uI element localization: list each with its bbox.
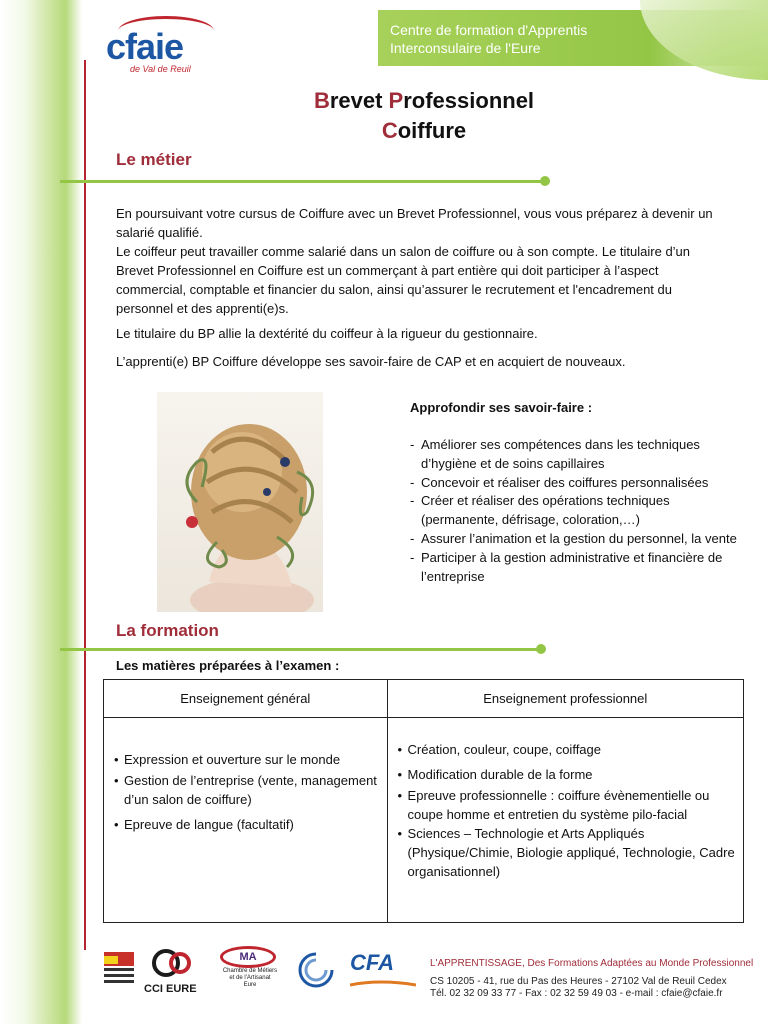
skill-text: Créer et réaliser des opérations techniques (permanente, défrisage, coloration,…) [421,493,670,528]
list-item: • Création, couleur, coupe, coiffage [397,742,601,757]
footer-contact: Tél. 02 32 09 33 77 - Fax : 02 32 59 49 03 - e-mail : cfaie@cfaie.fr [430,988,723,999]
title-initial-p: P [388,88,404,113]
metier-paragraph-2: Le coiffeur peut travailler comme salarié dans un salon de coiffure ou à son compte. Le titulaire d’un Brevet Professionnel en Coiffure est un commerçant à part entière qui doit participer à l’aspect commercial, comptable et financier du salon, ainsi qu’assurer le recrutement et l'encadrement du personnel et des apprenti(e)s. [116,244,691,316]
skill-item: - Concevoir et réaliser des coiffures personnalisées [410,474,709,490]
hairstyle-photo [157,392,323,612]
header-enseignement-general: Enseignement général [104,680,388,718]
footer-tagline: L'APPRENTISSAGE, Des Formations Adaptées au Monde Professionnel [430,958,754,969]
skill-text: Assurer l’animation et la gestion du personnel, la vente [421,530,737,546]
page-title-line-1 [40,88,768,114]
matieres-table [103,679,744,923]
logo-text: cfaie [106,26,184,67]
general-list [104,750,387,834]
pro-item-text: Sciences – Technologie et Arts Appliqués (Physique/Chimie, Biologie appliqué, Technologie, Cadre organisationnel) [407,826,735,879]
region-flag-icon [104,952,134,988]
header-curve-decor [640,0,768,80]
title-initial-c: C [381,118,398,143]
footer-address: CS 10205 - 41, rue du Pas des Heures - 27102 Val de Reuil Cedex [430,976,727,987]
cfa-text: CFA [350,950,394,975]
cfa-handicap-logo [350,950,416,990]
section-rule-metier [60,180,545,183]
pro-item-text: Epreuve professionnelle : coiffure évènementielle ou coupe homme et entretien du système pilo-facial [407,788,710,822]
general-item-text: Expression et ouverture sur le monde [124,752,341,767]
header-enseignement-professionnel: Enseignement professionnel [387,680,743,718]
cma-logo [220,946,280,1002]
list-item: • Sciences – Technologie et Arts Appliqués (Physique/Chimie, Biologie appliqué, Technologie, Cadre organisationnel) [397,826,735,879]
skill-text: Participer à la gestion administrative et financière de l’entreprise [421,549,723,584]
title-initial-b: B [313,88,330,113]
cci-mark-icon [144,948,208,978]
skills-list [410,436,740,586]
pro-list [388,740,743,881]
skill-text: Améliorer ses compétences dans les techniques d’hygiène et de soins capillaires [421,437,700,471]
list-item: • Epreuve professionnelle : coiffure évènementielle ou coupe homme et entretien du système pilo-facial [397,788,710,822]
section-rule-formation [60,648,540,651]
footer [100,944,760,1004]
cma-text-1: Chambre de Métiers [222,968,278,974]
pro-cell [387,718,743,923]
title-word-revet: revet [329,88,389,113]
general-cell [104,718,388,923]
cma-text-3: Eure [243,982,257,988]
header-line-2: Interconsulaire de l'Eure [390,40,541,56]
general-item-text: Epreuve de langue (facultatif) [124,817,294,832]
list-item: • Gestion de l’entreprise (vente, management d’un salon de coiffure) [114,773,377,807]
section-rule-dot-formation [536,644,546,654]
cfaie-logo [104,14,234,74]
section-title-formation: La formation [116,621,219,640]
skill-item: - Participer à la gestion administrative et financière de l’entreprise [410,549,723,584]
skill-item: - Assurer l’animation et la gestion du personnel, la vente [410,530,737,546]
cfa-underline-icon [350,979,416,989]
skills-title: Approfondir ses savoir-faire : [410,400,593,415]
skill-text: Concevoir et réaliser des coiffures personnalisées [421,474,709,490]
cma-text-2: et de l'Artisanat [229,975,271,981]
skill-item: - Créer et réaliser des opérations techniques (permanente, défrisage, coloration,…) [410,493,670,528]
table-row [104,718,744,923]
metier-paragraph-4: L’apprenti(e) BP Coiffure développe ses savoir-faire de CAP et en acquiert de nouveaux. [116,354,626,369]
list-item: • Expression et ouverture sur le monde [114,752,341,767]
general-item-text: Gestion de l’entreprise (vente, management d’un salon de coiffure) [124,773,377,807]
cci-eure-logo [144,948,208,994]
title-word-rofessionnel: rofessionnel [403,88,535,113]
list-item: • Modification durable de la forme [397,767,593,782]
section-title-metier: Le métier [116,150,192,169]
page-title-line-2 [40,118,768,144]
metier-paragraph-3: Le titulaire du BP allie la dextérité du coiffeur à la rigueur du gestionnaire. [116,326,538,341]
list-item: • Epreuve de langue (facultatif) [114,817,294,832]
logo-subtitle: de Val de Reuil [130,64,191,74]
hairstyle-illustration [157,392,323,612]
left-decor-band [0,0,82,1024]
header-line-1: Centre de formation d'Apprentis [390,22,588,38]
cci-eure-text: CCI EURE [144,983,197,995]
section-rule-dot-metier [540,176,550,186]
table-header-row [104,680,744,718]
region-logo [104,952,134,988]
metier-paragraph-1: En poursuivant votre cursus de Coiffure avec un Brevet Professionnel, vous vous préparez à devenir un salarié qualifié. [116,206,713,240]
left-vertical-line [84,60,86,950]
matieres-subheading: Les matières préparées à l’examen : [116,658,340,673]
reseau-cfa-logo [292,950,340,988]
pro-item-text: Modification durable de la forme [407,767,593,782]
title-word-oiffure: oiffure [397,118,467,143]
skill-item: - Améliorer ses compétences dans les techniques d’hygiène et de soins capillaires [410,437,700,471]
reseau-swirl-icon [292,950,340,988]
cma-mark-icon: MA [220,946,276,968]
pro-item-text: Création, couleur, coupe, coiffage [407,742,601,757]
